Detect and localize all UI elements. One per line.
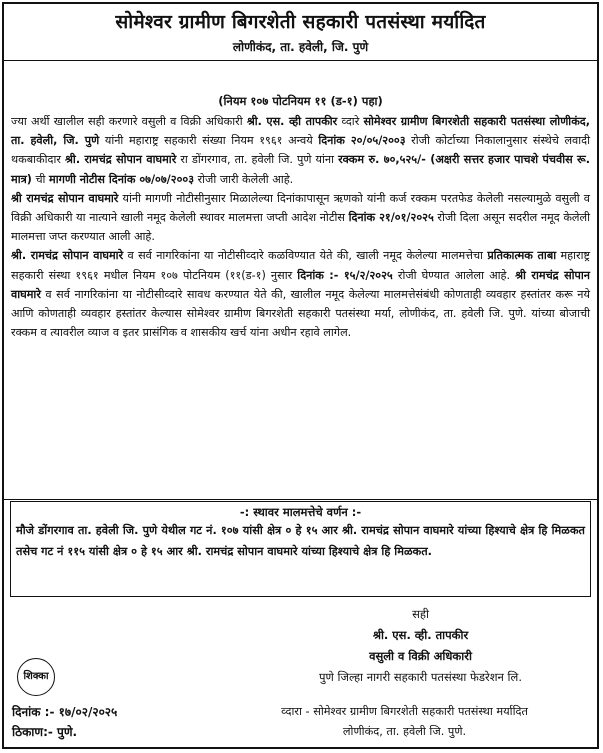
due-amount: रक्कम रु. ७०,५२५/- (अक्षरी सत्तर हजार पाचशे पंचवीस रू. मात्र) — [11, 153, 590, 186]
society-title: सोमेश्वर ग्रामीण बिगरशेती सहकारी पतसंस्था मर्यादित — [115, 11, 486, 33]
seal-stamp: शिक्का — [17, 658, 55, 696]
date-place — [12, 702, 117, 742]
society-address: लोणीकंद, ता. हवेली, जि. पुणे — [232, 40, 369, 54]
property-heading: -: स्थावर मालमत्तेचे वर्णन :- — [239, 505, 362, 519]
property-description-box — [10, 501, 591, 597]
through-society — [218, 702, 591, 742]
signatory-name: श्री. एस. व्ही. तापकीर — [372, 628, 469, 642]
borrower-name: श्री. रामचंद्र सोपान वाघमारे — [11, 249, 124, 263]
rule-reference: (नियम १०७ पोटनियम ११ (ड-१) पहा) — [218, 94, 383, 108]
federation-name: पुणे जिल्हा नागरी सहकारी पतसंस्था फेडरेशन लि. — [318, 670, 522, 684]
borrower-name: श्री. रामचंद्र सोपान वाघमारे — [65, 153, 177, 167]
notice-body — [11, 112, 590, 342]
paragraph-demand-notice: ज्या अर्थी खालील सही करणारे वसुली व विक्री अधिकारी श्री. एस. व्ही तापकीर व्दारे सोमेश्वर ग्रामीण बिगरशेती सहकारी पतसंस्था लोणीकंद, ता. हवेली, जि. पुणे यांनी महाराष्ट्र सहकारी संख्या नियम १९६१ अन्वये दिनांक २०/०५/२००३ रोजी कोर्टाच्या निकालानुसार संस्थेचे लवादी थकबाकीदार श्री. रामचंद्र सोपान वाघमारे रा डोंगरगाव, ता. हवेली जि. पुणे यांना रक्कम रु. ७०,५२५/- (अक्षरी सत्तर हजार पाचशे पंचवीस रू. मात्र) ची मागणी नोटीस दिनांक ०७/०७/२००३ रोजी जारी केलेली आहे. — [11, 115, 591, 186]
notice-place: ठिकाण:- पुणे. — [12, 725, 78, 739]
officer-name: श्री. एस. व्ही तापकीर — [246, 115, 338, 128]
header-divider — [4, 60, 597, 61]
possession-type: प्रतिकात्मक ताबा — [487, 249, 557, 263]
possession-date: दिनांक :- १५/२/२०२५ — [297, 268, 393, 282]
demand-notice-date: मागणी नोटीस दिनांक ०७/०७/२००३ — [49, 172, 195, 186]
signature-block — [244, 604, 597, 688]
signatory-designation: वसुली व विक्री अधिकारी — [369, 649, 472, 663]
public-notice — [2, 2, 599, 749]
through-address: लोणीकंद, ता. हवेली जि. पुणे. — [342, 725, 467, 738]
sign-label: सही — [412, 607, 429, 621]
borrower-name: श्री रामचंद्र सोपान वाघमारे — [11, 191, 119, 205]
society-name: सोमेश्वर ग्रामीण बिगरशेती सहकारी पतसंस्था लोणीकंद, ता. हवेली, जि. पुणे — [11, 115, 590, 148]
paragraph-possession: श्री. रामचंद्र सोपान वाघमारे व सर्व नागरिकांना या नोटीसीव्दारे कळविण्यात येते की, खाली नमूद केलेल्या मालमत्तेचा प्रतिकात्मक ताबा महाराष्ट्र सहकारी संस्था १९६१ मधील नियम १०७ पोटनियम (११(ड-१) नुसार दिनांक :- १५/२/२०२५ रोजी घेण्यात आलेला आहे. श्री रामचंद्र सोपान वाघमारे व सर्व नागरिकांना या नोटीसीव्दारे सावध करण्यात येते की, खालील नमूद केलेल्या मालमत्तेसंबंधी कोणताही व्यवहार हस्तांतर करू नये आणि कोणताही व्यवहार हस्तांतर केल्यास सोमेश्वर ग्रामीण बिगरशेती सहकारी पतसंस्था मर्या, लोणीकंद, ता. हवेली जि. पुणे. यांच्या बोजाची रक्कम व त्यावरील व्याज व इतर प्रासंगिक व शासकीय खर्च यांना अधीन रहावे लागेल. — [11, 249, 591, 340]
attachment-date: दिनांक २१/०१/२०२५ — [348, 211, 434, 225]
award-date: दिनांक २०/०५/२००३ — [318, 134, 406, 148]
notice-date: दिनांक :- १७/०२/२०२५ — [12, 705, 118, 719]
body-divider — [4, 499, 597, 500]
through-line: व्दारा - सोमेश्वर ग्रामीण बिगरशेती सहकारी पतसंस्था मर्यादित — [281, 705, 528, 718]
borrower-name: श्री रामचंद्र सोपान वाघमारे — [11, 268, 590, 301]
paragraph-attachment: श्री रामचंद्र सोपान वाघमारे यांनी मागणी नोटीसीनुसार मिळालेल्या दिनांकापासून ऋणको यांनी कर्ज रक्कम परतफेड केलेली नसल्यामुळे वसुली व विक्री अधिकारी या नात्याने खाली नमूद केलेली स्थावर मालमत्ता जप्ती आदेश नोटीस दिनांक २१/०१/२०२५ रोजी दिला असून सदरील नमूद केलेली मालमत्ता जप्त करण्यात आली आहे. — [11, 191, 590, 244]
property-description: मौजे डोंगरगाव ता. हवेली जि. पुणे येथील गट नं. १०७ यांसी क्षेत्र ० हे १५ आर श्री. रामचंद्र सोपान वाघमारे यांच्या हिश्याचे क्षेत्र हि मिळकत तसेच गट नं ११५ यांसी क्षेत्र ० हे १५ आर श्री. रामचंद्र सोपान वाघमारे यांच्या हिश्याचे क्षेत्र हि मिळकत. — [16, 524, 585, 558]
